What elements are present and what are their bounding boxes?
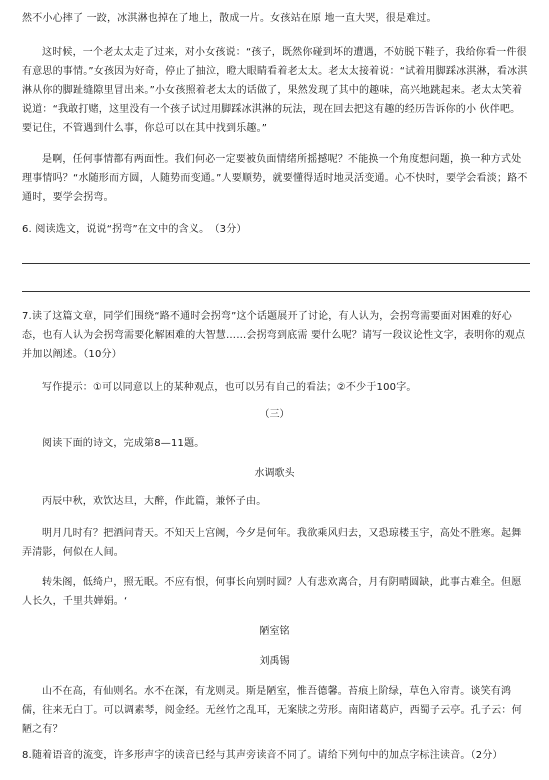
essay-title-lou-shi-ming: 陋室铭 — [259, 626, 290, 637]
question-8: 8.随着语音的流变，许多形声字的读音已经与其声旁读音不同了。请给下列句中的加点字标注读音。（2分） — [22, 750, 503, 761]
poem-title-shuidiao-getou: 水调歌头 — [254, 468, 295, 479]
paragraph-summary: 是啊，任何事情都有两面性。我们何必一定要被负面情绪所摇撼呢？不能换一个角度想问题，换一种方式处理事情吗？“水随形而方圆，人随势而变通。”人要顺势，就要懂得适时地灵活变通。心不快时，要学会看淡；路不通时，要学会拐弯。 — [22, 154, 528, 203]
question-7: 7.读了这篇文章，同学们围绕“路不通时会拐弯”这个话题展开了讨论，有人认为，会拐弯需要面对困难的好心态，也有人认为会拐弯需要化解困难的大智慧……会拐弯到底需 要什么呢？请写一段议论性文字，表明你的观点并加以阐述。（10分） — [22, 311, 526, 360]
poem-preface: 丙辰中秋，欢饮达旦，大醉，作此篇，兼怀子由。 — [42, 496, 267, 507]
paragraph-story-ending: 然不小心摔了 一跤，冰淇淋也掉在了地上，散成一片。女孩站在原 地一直大哭，很是难过。 — [22, 13, 437, 24]
writing-hint: 写作提示：①可以同意以上的某种观点，也可以另有自己的看法；②不少于100字。 — [42, 382, 417, 393]
question-6: 6. 阅读选文，说说“拐弯”在文中的含义。 （3分） — [22, 224, 247, 235]
answer-line-2[interactable] — [22, 291, 530, 292]
poem-stanza-1: 明月几时有？把酒问青天。不知天上宫阙，今夕是何年。我欲乘风归去，又恐琼楼玉宇，高处不胜寒。起舞弄清影，何似在人间。 — [22, 528, 522, 558]
reading-instruction: 阅读下面的诗文，完成第8—11题。 — [42, 438, 205, 449]
answer-line-1[interactable] — [22, 263, 530, 264]
essay-author: 刘禹锡 — [259, 656, 290, 667]
section-heading-3: （三） — [259, 409, 290, 420]
poem-stanza-2: 转朱阁，低绮户，照无眠。不应有恨，何事长向别时圆？人有悲欢离合，月有阴晴圆缺，此事古难全。但愿人长久，千里共婵娟。‘ — [22, 577, 522, 607]
paragraph-grandma: 这时候，一个老太太走了过来，对小女孩说：“孩子，既然你碰到坏的遭遇，不妨脱下鞋子，我给你看一件很有意思的事情。”女孩因为好奇，停止了抽泣，瞪大眼睛看着老太太。老太太接着说：“试着用脚踩冰淇淋，看冰淇淋从你的脚趾缝隙里冒出来。”小女孩照着老太太的话做了，果然发现了其中的趣味，高兴地跳起来。老太太笑着说道：“我敢打赌，这里没有一个孩子试过用脚踩冰淇淋的玩法，现在回去把这有趣的经历告诉你的小 伙伴吧。要记住，不管遇到什么事，你总可以在其中找到乐趣。” — [22, 47, 528, 134]
essay-text: 山不在高，有仙则名。水不在深，有龙则灵。斯是陋室，惟吾德馨。苔痕上阶绿，草色入帘青。谈笑有鸿儒，往来无白丁。可以调素琴，阅金经。无丝竹之乱耳，无案牍之劳形。南阳诸葛庐，西蜀子云亭。孔子云：何陋之有？ — [22, 686, 522, 735]
